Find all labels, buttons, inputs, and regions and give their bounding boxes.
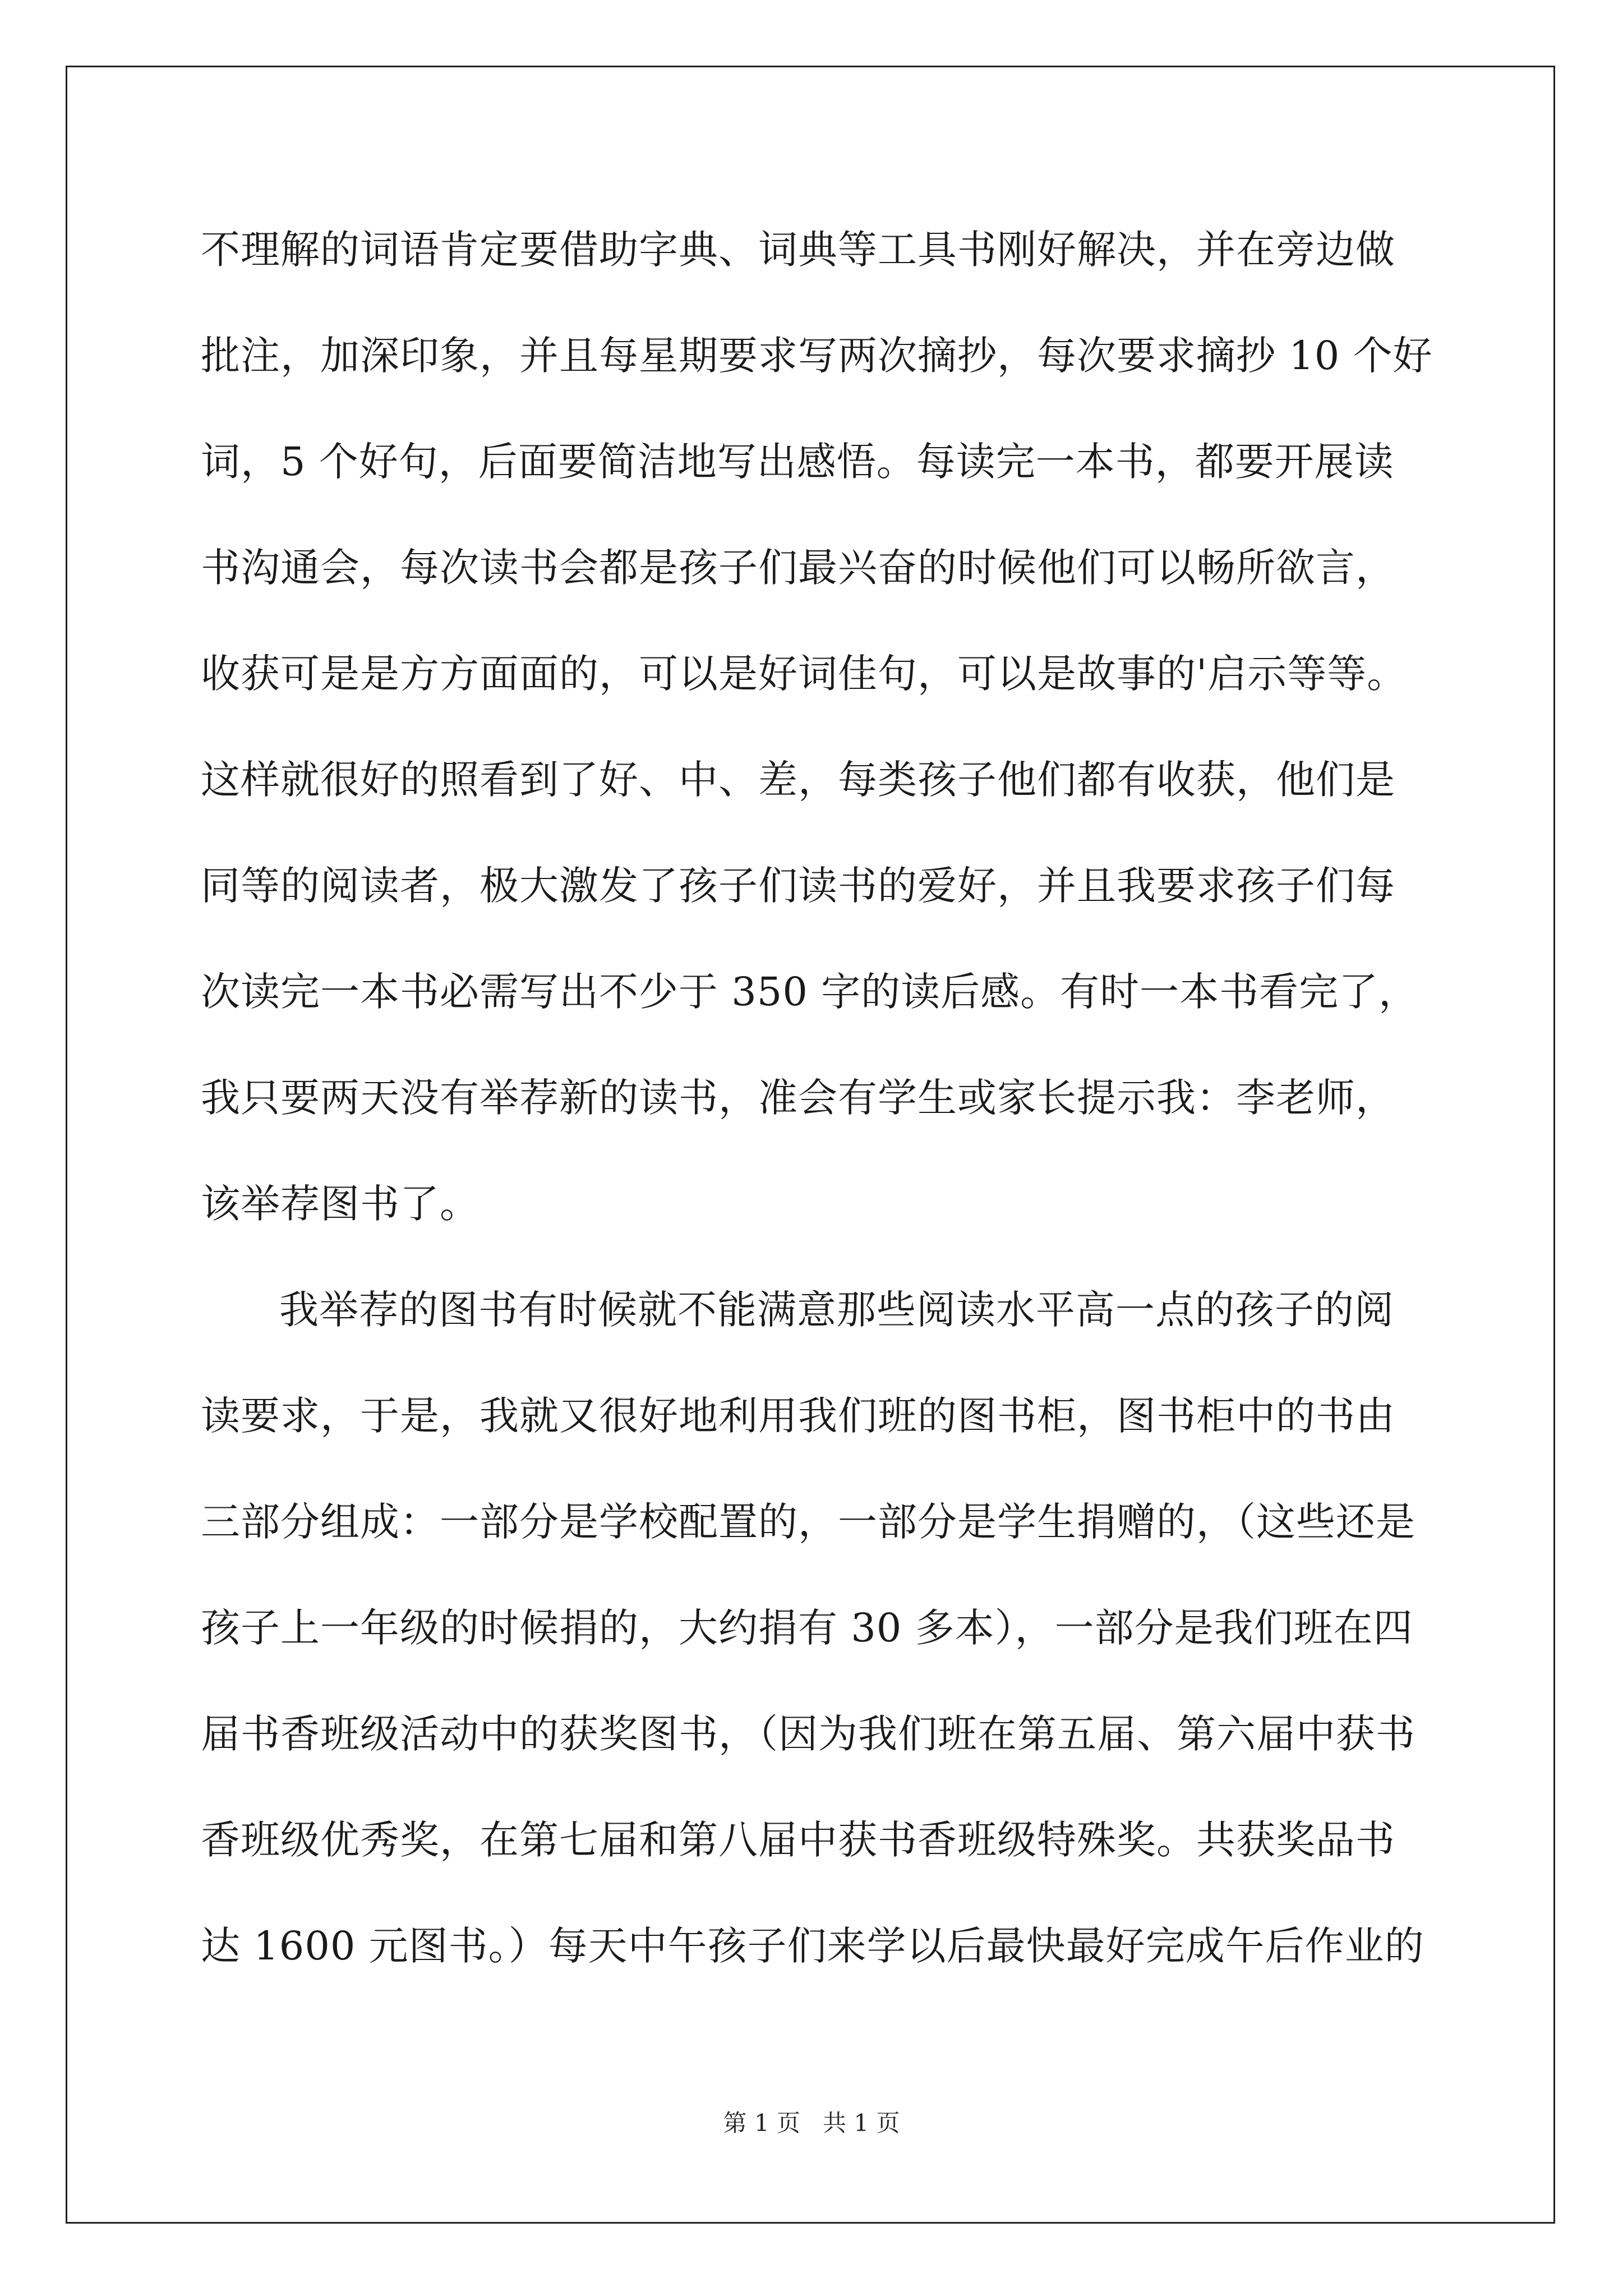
paragraph-line: 这样就很好的照看到了好、中、差，每类孩子他们都有收获，他们是 <box>201 757 1395 803</box>
paragraph-line: 不理解的词语肯定要借助字典、词典等工具书刚好解决，并在旁边做 <box>201 227 1395 273</box>
paragraph-line: 孩子上一年级的时候捐的，大约捐有 30 多本），一部分是我们班在四 <box>201 1605 1413 1651</box>
paragraph-line: 我只要两天没有举荐新的读书，准会有学生或家长提示我：李老师， <box>201 1075 1395 1121</box>
paragraph-line: 同等的阅读者，极大激发了孩子们读书的爱好，并且我要求孩子们每 <box>201 863 1395 909</box>
paragraph-line: 该举荐图书了。 <box>201 1181 479 1227</box>
paragraph-line: 词，5 个好句，后面要简洁地写出感悟。每读完一本书，都要开展读 <box>201 439 1394 485</box>
paragraph-line: 批注，加深印象，并且每星期要求写两次摘抄，每次要求摘抄 10 个好 <box>201 333 1433 379</box>
paragraph-line: 读要求，于是，我就又很好地利用我们班的图书柜，图书柜中的书由 <box>201 1393 1395 1439</box>
paragraph-line: 届书香班级活动中的获奖图书，（因为我们班在第五届、第六届中获书 <box>201 1711 1415 1757</box>
paragraph-line: 收获可是是方方面面的，可以是好词佳句，可以是故事的'启示等等。 <box>201 651 1407 697</box>
page-number-footer: 第 1 页 共 1 页 <box>723 2109 900 2137</box>
paragraph-line: 达 1600 元图书。）每天中午孩子们来学以后最快最好完成午后作业的 <box>201 1923 1424 1969</box>
paragraph-line: 香班级优秀奖，在第七届和第八届中获书香班级特殊奖。共获奖品书 <box>201 1817 1395 1863</box>
paragraph-line: 我举荐的图书有时候就不能满意那些阅读水平高一点的孩子的阅 <box>279 1287 1394 1333</box>
page-border <box>66 66 1555 2224</box>
paragraph-line: 次读完一本书必需写出不少于 350 字的读后感。有时一本书看完了， <box>201 969 1419 1015</box>
paragraph-line: 三部分组成：一部分是学校配置的，一部分是学生捐赠的，（这些还是 <box>201 1499 1415 1545</box>
paragraph-line: 书沟通会，每次读书会都是孩子们最兴奋的时候他们可以畅所欲言， <box>201 545 1395 591</box>
